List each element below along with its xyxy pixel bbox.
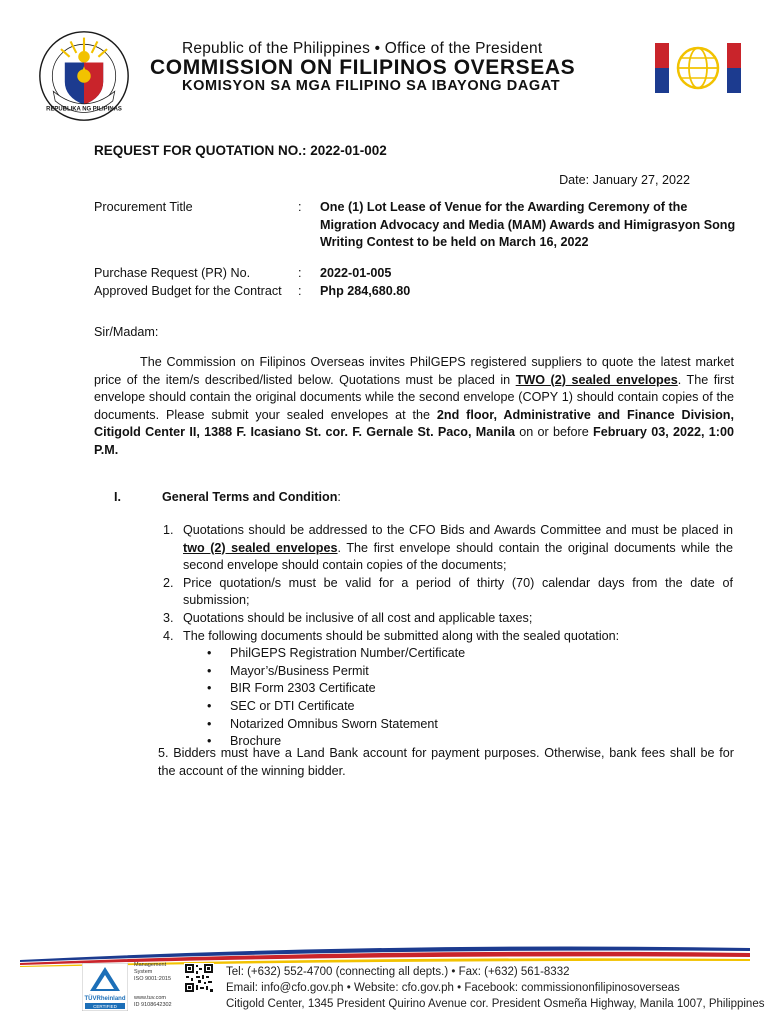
list-item: • SEC or DTI Certificate [163, 698, 733, 716]
term-sealed-envelopes: two (2) sealed envelopes [183, 540, 338, 555]
intro-text-1: The Commission on Filipinos Overseas invites PhilGEPS registered suppliers to quote the latest market price of the item/s described/listed below. Quotations must be placed in [94, 355, 734, 387]
section-title: General Terms and Condition [162, 490, 338, 504]
section-number: I. [114, 490, 121, 504]
qr-code-icon [184, 963, 214, 993]
list-item: • Notarized Omnibus Sworn Statement [163, 716, 733, 734]
cert-line: ID 9108642302 [134, 1002, 172, 1008]
term-number: 3. [163, 610, 174, 625]
list-item: • Brochure [163, 733, 733, 751]
pr-number-value: 2022-01-005 [320, 266, 392, 280]
term-item [163, 575, 733, 610]
colon-separator: : [298, 266, 302, 280]
intro-paragraph [94, 354, 734, 460]
term-number: 2. [163, 575, 174, 590]
cert-line: System [134, 969, 153, 975]
cert-line: Management [134, 962, 167, 968]
header-commission-name: COMMISSION ON FILIPINOS OVERSEAS [150, 56, 576, 79]
philippine-seal-icon [36, 28, 132, 124]
term-item-5: 5. Bidders must have a Land Bank account for payment purposes. Otherwise, bank fees shall be for the account of the winning bidder. [158, 746, 734, 778]
abc-value: Php 284,680.80 [320, 284, 411, 298]
footer-swoosh-decoration [20, 938, 750, 968]
required-documents-list [163, 645, 733, 751]
seal-banner-text: REPUBLIKA NG PILIPINAS [46, 106, 122, 113]
abc-label: Approved Budget for the Contract [94, 284, 282, 298]
cert-line: www.tuv.com [134, 995, 166, 1001]
term-item [163, 522, 733, 575]
term-text: Price quotation/s must be valid for a period of thirty (70) calendar days from the date of submission; [183, 575, 733, 608]
iso-cert-text [134, 962, 182, 1009]
pr-number-label: Purchase Request (PR) No. [94, 266, 251, 280]
header-filipino-name: KOMISYON SA MGA FILIPINO SA IBAYONG DAGAT [182, 78, 561, 94]
term-text: The following documents should be submitted along with the sealed quotation: [183, 628, 620, 643]
term-text: . The first envelope should contain the original documents while the second envelope should contain copies of the documents; [183, 540, 733, 573]
list-item: • Mayor’s/Business Permit [163, 663, 733, 681]
tuv-certification-badge-icon [82, 963, 128, 1011]
intro-text-2: . The first envelope should contain the original documents while the second envelope (COPY 1) should contain copies of the documents. Please submit your sealed envelopes at the [94, 372, 734, 422]
cert-line: ISO 9001:2015 [134, 976, 172, 982]
term-item [163, 628, 733, 646]
footer-contact-email: Email: info@cfo.gov.ph • Website: cfo.gov.ph • Facebook: commissiononfilipinosoverseas [226, 982, 680, 994]
colon-separator: : [298, 200, 302, 214]
term-number: 4. [163, 628, 174, 643]
footer-contact-phone: Tel: (+632) 552-4700 (connecting all depts.) • Fax: (+632) 561-8332 [226, 966, 570, 978]
colon-separator: : [298, 284, 302, 298]
cfo-globe-logo-icon [655, 43, 741, 93]
terms-list [163, 522, 733, 751]
section-colon: : [337, 490, 341, 504]
procurement-title-label: Procurement Title [94, 200, 193, 214]
term-text: Quotations should be addressed to the CFO Bids and Awards Committee and must be placed in [183, 523, 733, 537]
intro-submission-address: 2nd floor, Administrative and Finance Division, Citigold Center II, 1388 F. Icasiano St. cor. F. Gernale St. Paco, Manila [94, 407, 734, 440]
term-number: 1. [163, 523, 174, 537]
header-republic-line: Republic of the Philippines • Office of the President [182, 40, 543, 57]
list-item: • PhilGEPS Registration Number/Certificate [163, 645, 733, 663]
section-heading [162, 489, 341, 507]
tuv-certified: CERTIFIED [93, 1004, 117, 1009]
list-item: • BIR Form 2303 Certificate [163, 680, 733, 698]
rfq-title: REQUEST FOR QUOTATION NO.: 2022-01-002 [94, 143, 387, 158]
document-date: Date: January 27, 2022 [559, 173, 690, 187]
salutation: Sir/Madam: [94, 325, 159, 339]
intro-deadline: February 03, 2022, 1:00 P.M. [94, 425, 734, 457]
footer-address: Citigold Center, 1345 President Quirino Avenue cor. President Osmeña Highway, Manila 1007, Philippines [226, 998, 765, 1010]
intro-sealed-envelopes: TWO (2) sealed envelopes [515, 372, 678, 387]
procurement-title-value: One (1) Lot Lease of Venue for the Awarding Ceremony of the Migration Advocacy and Media (MAM) Awards and Himigrasyon Song Writing Contest to be held on March 16, 2022 [320, 200, 736, 250]
tuv-name: TÜVRheinland [84, 996, 126, 1002]
intro-text-3: on or before [514, 425, 594, 440]
term-text: Quotations should be inclusive of all cost and applicable taxes; [183, 610, 533, 625]
term-item [163, 610, 733, 628]
